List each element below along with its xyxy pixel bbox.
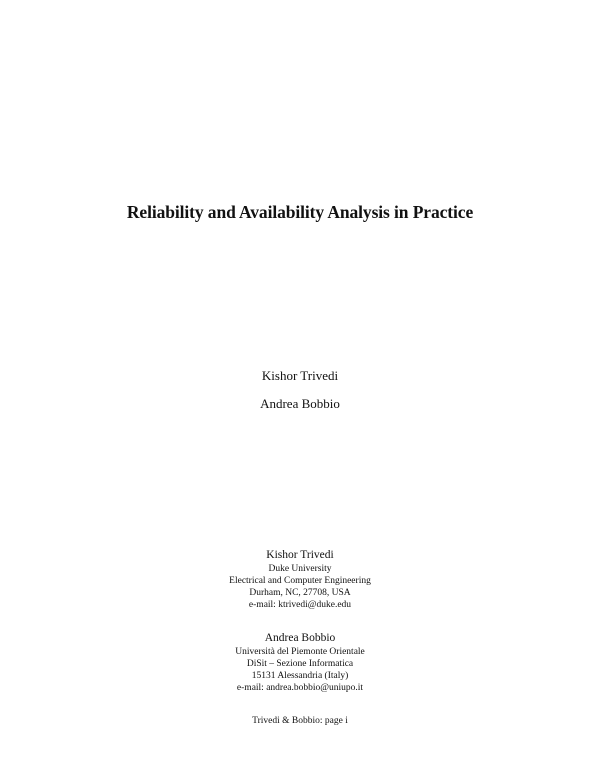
affiliation-address: 15131 Alessandria (Italy) (251, 671, 349, 681)
affiliation-department: DiSit – Sezione Informatica (246, 659, 354, 669)
affiliation-author-name: Kishor Trivedi (266, 549, 334, 561)
page-footer: Trivedi & Bobbio: page i (252, 716, 348, 726)
author-name: Andrea Bobbio (260, 396, 340, 411)
author-name: Kishor Trivedi (261, 368, 339, 383)
affiliation-block (0, 631, 600, 694)
affiliation-block (0, 548, 600, 611)
author-list (0, 367, 600, 423)
affiliation-email: e-mail: ktrivedi@duke.edu (248, 600, 352, 610)
affiliation-institution: Università del Piemonte Orientale (235, 647, 365, 657)
affiliation-address: Durham, NC, 27708, USA (249, 588, 351, 598)
document-title: Reliability and Availability Analysis in Practice (126, 202, 474, 222)
affiliation-department: Electrical and Computer Engineering (229, 576, 371, 586)
affiliation-author-name: Andrea Bobbio (264, 632, 336, 644)
affiliation-institution: Duke University (268, 564, 332, 574)
affiliation-email: e-mail: andrea.bobbio@uniupo.it (236, 683, 364, 693)
